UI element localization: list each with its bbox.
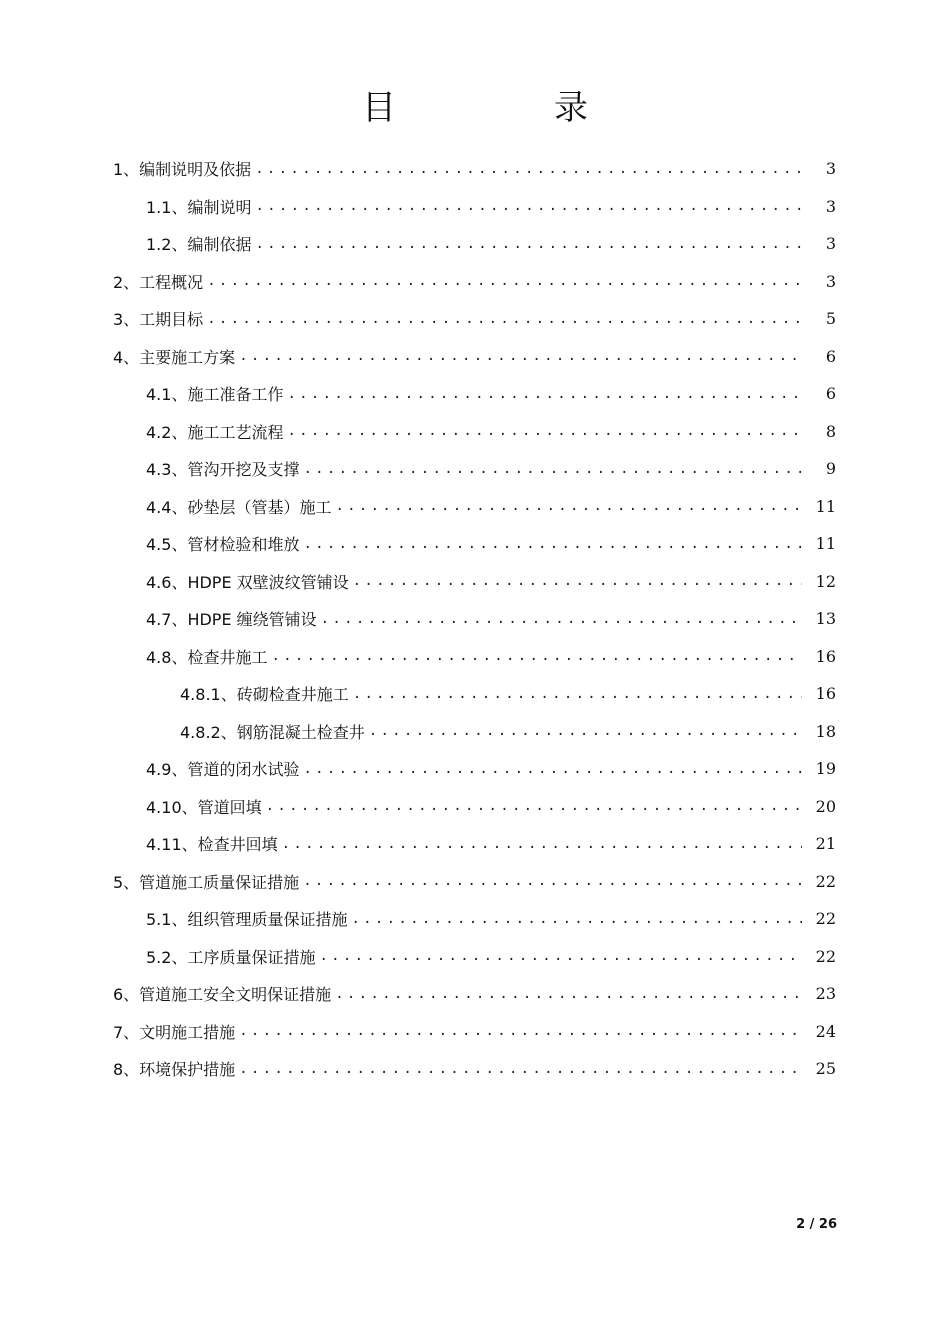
- table-of-contents: [0, 150, 950, 1088]
- toc-dot-leader: [303, 534, 802, 554]
- toc-entry-page-number: 3: [825, 234, 836, 254]
- toc-entry-page-number: 6: [825, 384, 836, 404]
- toc-entry-page-number: 22: [815, 871, 836, 891]
- toc-entry-label: 4.8.2、钢筋混凝土检查井: [180, 722, 365, 742]
- toc-entry[interactable]: [0, 863, 950, 901]
- toc-dot-leader: [369, 721, 802, 741]
- toc-dot-leader: [255, 234, 802, 254]
- toc-entry[interactable]: [0, 638, 950, 676]
- toc-entry-label: 4.4、砂垫层（管基）施工: [146, 497, 332, 517]
- toc-entry-page-number: 3: [825, 159, 836, 179]
- toc-entry-page-number: 11: [815, 496, 836, 516]
- toc-entry-page-number: 22: [815, 909, 836, 929]
- toc-dot-leader: [303, 459, 802, 479]
- toc-entry[interactable]: [0, 1013, 950, 1051]
- toc-entry[interactable]: [0, 488, 950, 526]
- toc-dot-leader: [207, 271, 802, 291]
- toc-entry[interactable]: [0, 188, 950, 226]
- toc-dot-leader: [207, 309, 802, 329]
- toc-entry-label: 3、工期目标: [113, 310, 204, 330]
- toc-dot-leader: [239, 1059, 802, 1079]
- toc-dot-leader: [321, 609, 802, 629]
- toc-dot-leader: [266, 796, 802, 816]
- toc-entry-page-number: 19: [815, 759, 836, 779]
- toc-entry[interactable]: [0, 300, 950, 338]
- toc-entry[interactable]: [0, 975, 950, 1013]
- toc-dot-leader: [335, 496, 802, 516]
- toc-dot-leader: [303, 871, 802, 891]
- toc-entry-label: 1.1、编制说明: [146, 197, 252, 217]
- toc-entry[interactable]: [0, 563, 950, 601]
- toc-entry-page-number: 9: [825, 459, 836, 479]
- page-number: 2 / 26: [796, 1217, 837, 1232]
- toc-entry-page-number: 21: [815, 834, 836, 854]
- toc-entry-page-number: 25: [815, 1059, 836, 1079]
- toc-entry-label: 5、管道施工质量保证措施: [113, 872, 300, 892]
- toc-entry[interactable]: [0, 225, 950, 263]
- toc-entry-label: 4.9、管道的闭水试验: [146, 760, 300, 780]
- toc-entry-page-number: 24: [815, 1021, 836, 1041]
- toc-entry-label: 1.2、编制依据: [146, 235, 252, 255]
- toc-entry[interactable]: [0, 713, 950, 751]
- toc-entry[interactable]: [0, 525, 950, 563]
- toc-dot-leader: [353, 684, 802, 704]
- toc-dot-leader: [239, 346, 802, 366]
- toc-entry-page-number: 20: [815, 796, 836, 816]
- toc-entry-page-number: 8: [825, 421, 836, 441]
- toc-dot-leader: [353, 571, 802, 591]
- toc-entry[interactable]: [0, 413, 950, 451]
- toc-entry-label: 4.1、施工准备工作: [146, 385, 284, 405]
- toc-entry-label: 5.2、工序质量保证措施: [146, 947, 316, 967]
- toc-dot-leader: [282, 834, 802, 854]
- toc-entry-label: 6、管道施工安全文明保证措施: [113, 985, 332, 1005]
- toc-entry-page-number: 3: [825, 196, 836, 216]
- toc-entry[interactable]: [0, 825, 950, 863]
- toc-entry-page-number: 16: [815, 646, 836, 666]
- toc-dot-leader: [319, 946, 802, 966]
- toc-entry-label: 8、环境保护措施: [113, 1060, 236, 1080]
- toc-dot-leader: [287, 421, 802, 441]
- toc-entry[interactable]: [0, 675, 950, 713]
- toc-dot-leader: [351, 909, 802, 929]
- toc-entry[interactable]: [0, 1050, 950, 1088]
- toc-entry[interactable]: [0, 150, 950, 188]
- toc-entry-page-number: 6: [825, 346, 836, 366]
- toc-entry[interactable]: [0, 788, 950, 826]
- toc-entry-page-number: 11: [815, 534, 836, 554]
- toc-entry-page-number: 22: [815, 946, 836, 966]
- toc-dot-leader: [255, 159, 802, 179]
- toc-entry-page-number: 18: [815, 721, 836, 741]
- toc-entry-label: 4.5、管材检验和堆放: [146, 535, 300, 555]
- toc-entry-page-number: 3: [825, 271, 836, 291]
- toc-entry-label: 4.8.1、砖砌检查井施工: [180, 685, 349, 705]
- toc-entry-label: 4.10、管道回填: [146, 797, 262, 817]
- toc-entry[interactable]: [0, 938, 950, 976]
- toc-entry-label: 4、主要施工方案: [113, 347, 236, 367]
- toc-entry[interactable]: [0, 750, 950, 788]
- toc-entry-label: 4.8、检查井施工: [146, 647, 268, 667]
- toc-entry-label: 2、工程概况: [113, 272, 204, 292]
- toc-dot-leader: [239, 1021, 802, 1041]
- toc-entry-label: 4.6、HDPE 双壁波纹管铺设: [146, 572, 349, 592]
- toc-entry-label: 1、编制说明及依据: [113, 160, 252, 180]
- toc-entry-label: 4.7、HDPE 缠绕管铺设: [146, 610, 317, 630]
- toc-entry[interactable]: [0, 375, 950, 413]
- toc-dot-leader: [255, 196, 802, 216]
- toc-entry-label: 4.3、管沟开挖及支撑: [146, 460, 300, 480]
- toc-dot-leader: [303, 759, 802, 779]
- toc-entry-page-number: 5: [825, 309, 836, 329]
- toc-entry-page-number: 13: [815, 609, 836, 629]
- page-title: 目 录: [362, 88, 650, 128]
- toc-entry-label: 7、文明施工措施: [113, 1022, 236, 1042]
- toc-dot-leader: [287, 384, 802, 404]
- toc-entry-page-number: 12: [815, 571, 836, 591]
- toc-entry-label: 5.1、组织管理质量保证措施: [146, 910, 348, 930]
- toc-entry[interactable]: [0, 450, 950, 488]
- toc-entry[interactable]: [0, 338, 950, 376]
- toc-dot-leader: [271, 646, 802, 666]
- toc-dot-leader: [335, 984, 802, 1004]
- toc-entry-page-number: 23: [815, 984, 836, 1004]
- toc-entry-label: 4.2、施工工艺流程: [146, 422, 284, 442]
- toc-entry[interactable]: [0, 900, 950, 938]
- toc-entry-page-number: 16: [815, 684, 836, 704]
- toc-entry-label: 4.11、检查井回填: [146, 835, 278, 855]
- toc-entry[interactable]: [0, 263, 950, 301]
- toc-entry[interactable]: [0, 600, 950, 638]
